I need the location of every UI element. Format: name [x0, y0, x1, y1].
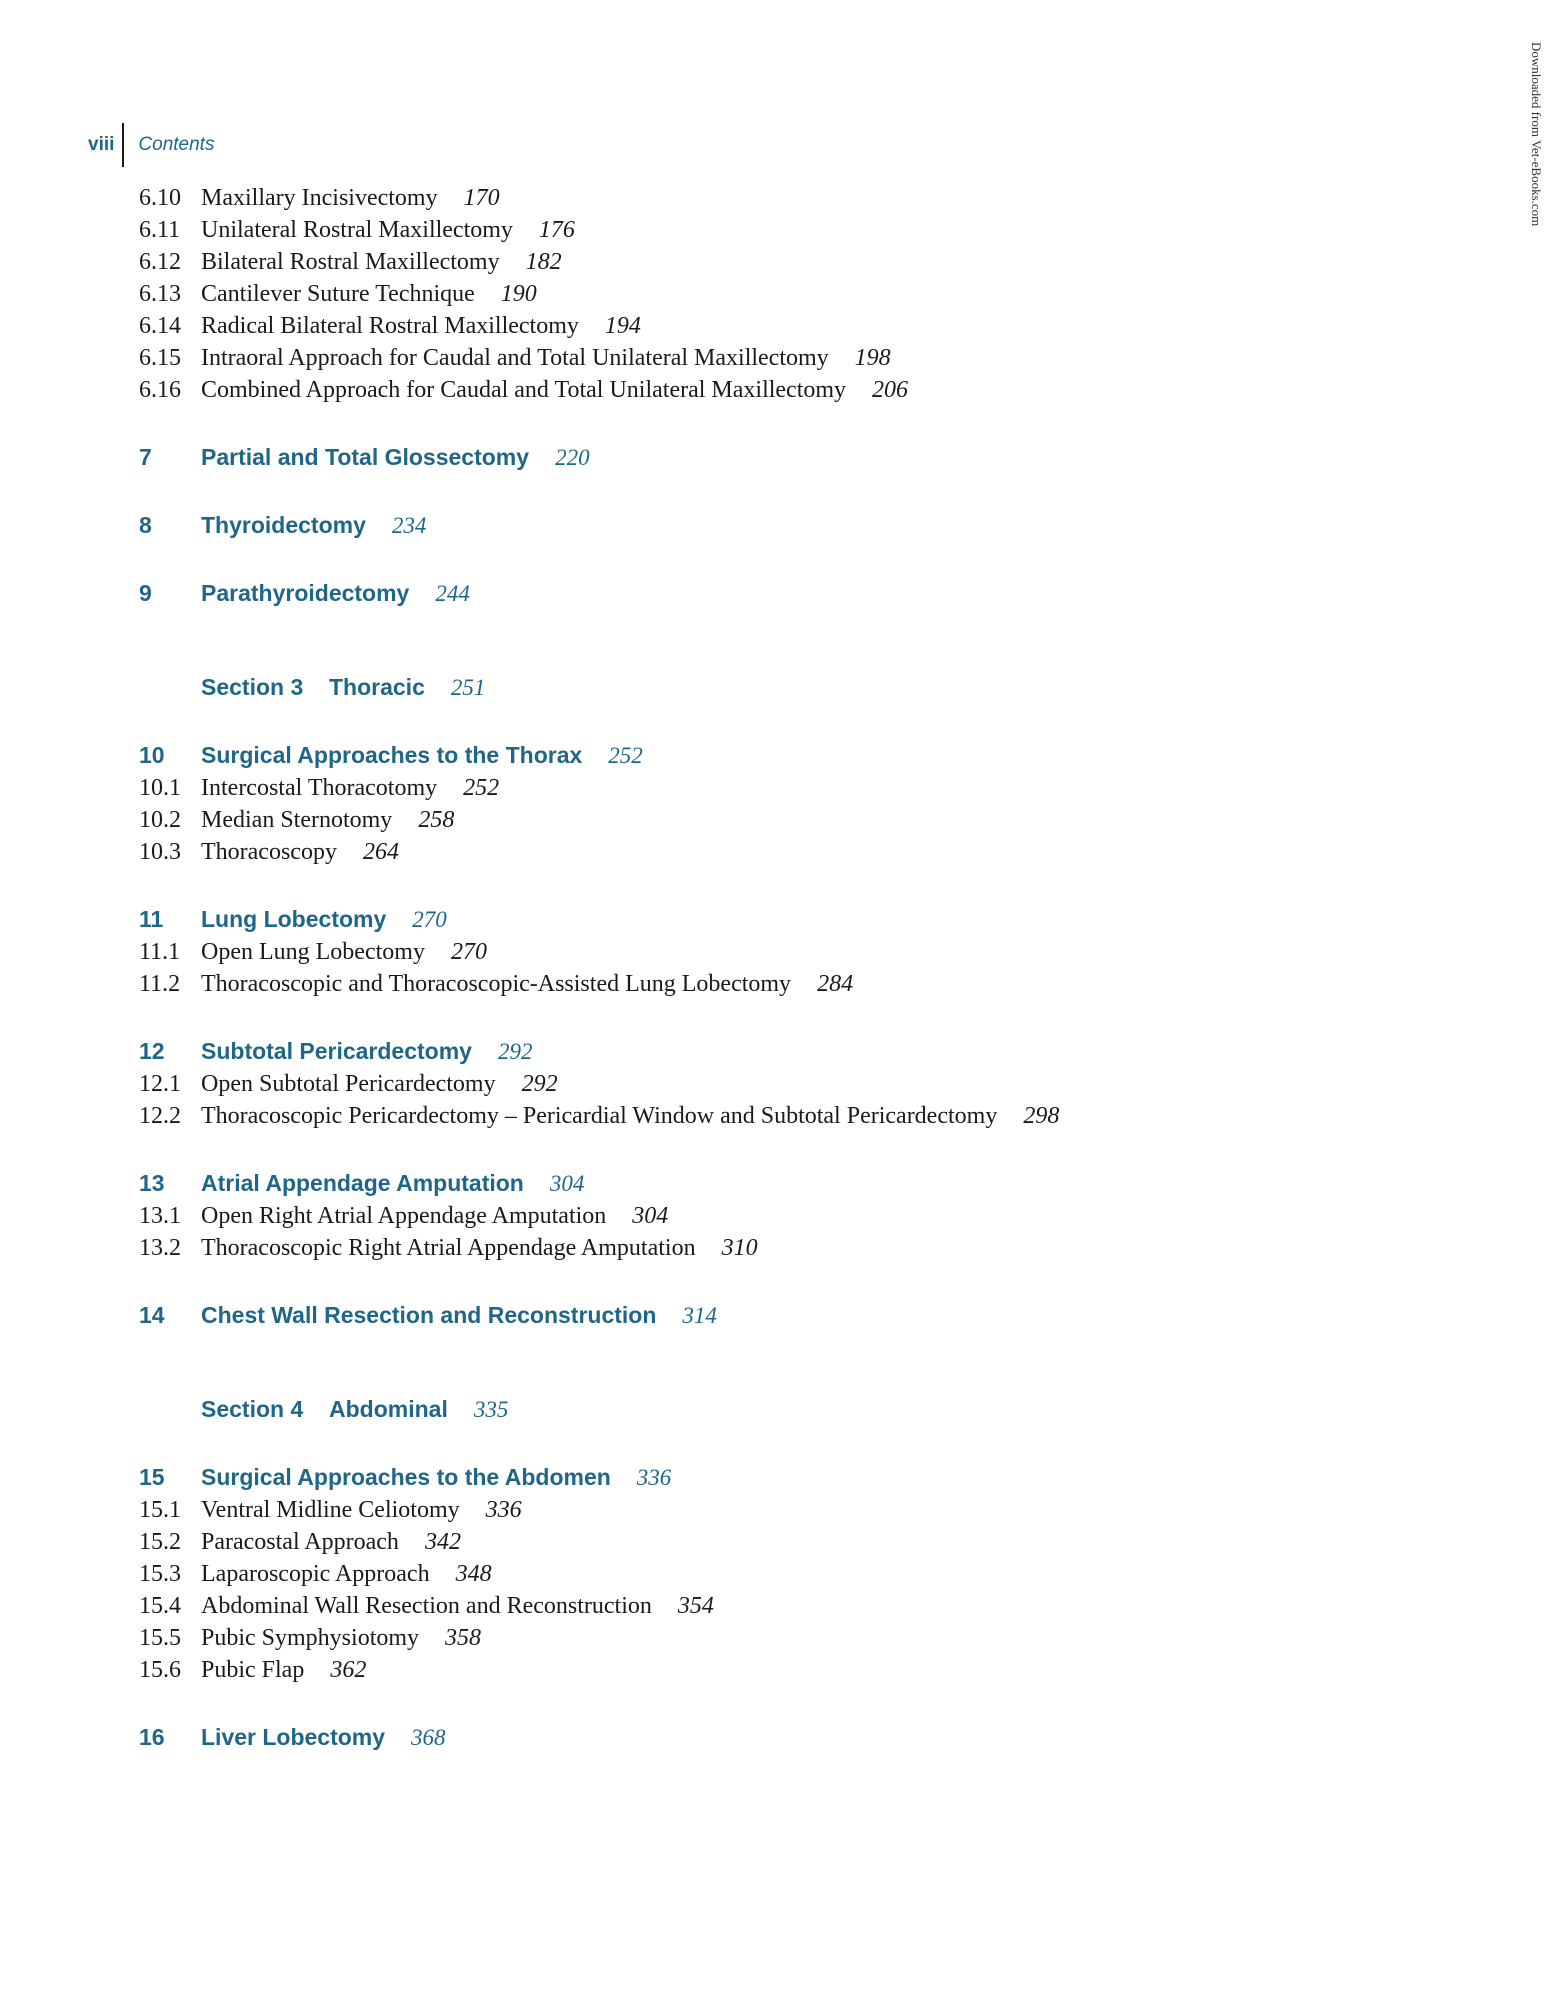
toc-chapter-8[interactable]: 8 Thyroidectomy 234 [139, 512, 427, 538]
table-of-contents [139, 182, 1439, 1754]
toc-entry-11-1[interactable]: 11.1 Open Lung Lobectomy 270 [139, 939, 487, 965]
toc-section-4[interactable]: Section 4 Abdominal 335 [201, 1396, 509, 1422]
toc-chapter-16[interactable]: 16 Liver Lobectomy 368 [139, 1724, 446, 1750]
toc-entry-12-2[interactable]: 12.2 Thoracoscopic Pericardectomy – Pericardial Window and Subtotal Pericardectomy 298 [139, 1103, 1060, 1129]
toc-entry-6-16[interactable]: 6.16 Combined Approach for Caudal and Total Unilateral Maxillectomy 206 [139, 377, 909, 403]
toc-entry-6-10[interactable]: 6.10 Maxillary Incisivectomy 170 [139, 185, 500, 211]
toc-entry-15-3[interactable]: 15.3 Laparoscopic Approach 348 [139, 1561, 492, 1587]
toc-entry-6-12[interactable]: 6.12 Bilateral Rostral Maxillectomy 182 [139, 249, 562, 275]
toc-chapter-15[interactable]: 15 Surgical Approaches to the Abdomen 336 [139, 1464, 672, 1490]
toc-entry-12-1[interactable]: 12.1 Open Subtotal Pericardectomy 292 [139, 1071, 558, 1097]
toc-chapter-14[interactable]: 14 Chest Wall Resection and Reconstruction 314 [139, 1302, 717, 1328]
toc-entry-15-2[interactable]: 15.2 Paracostal Approach 342 [139, 1529, 461, 1555]
toc-section-3[interactable]: Section 3 Thoracic 251 [201, 674, 486, 700]
toc-chapter-12[interactable]: 12 Subtotal Pericardectomy 292 [139, 1038, 533, 1064]
toc-entry-15-1[interactable]: 15.1 Ventral Midline Celiotomy 336 [139, 1497, 522, 1523]
toc-chapter-10[interactable]: 10 Surgical Approaches to the Thorax 252 [139, 742, 643, 768]
toc-entry-6-15[interactable]: 6.15 Intraoral Approach for Caudal and Total Unilateral Maxillectomy 198 [139, 345, 891, 371]
toc-entry-13-1[interactable]: 13.1 Open Right Atrial Appendage Amputation 304 [139, 1203, 669, 1229]
page-number: viii [88, 134, 115, 155]
toc-chapter-9[interactable]: 9 Parathyroidectomy 244 [139, 580, 470, 606]
toc-chapter-7[interactable]: 7 Partial and Total Glossectomy 220 [139, 444, 590, 470]
toc-entry-15-6[interactable]: 15.6 Pubic Flap 362 [139, 1657, 367, 1683]
running-title: Contents [138, 134, 215, 155]
download-note: Downloaded from Vet-eBooks.com [1529, 42, 1544, 227]
toc-entry-10-2[interactable]: 10.2 Median Sternotomy 258 [139, 807, 455, 833]
toc-entry-11-2[interactable]: 11.2 Thoracoscopic and Thoracoscopic-Assisted Lung Lobectomy 284 [139, 971, 854, 997]
toc-entry-10-3[interactable]: 10.3 Thoracoscopy 264 [139, 839, 399, 865]
toc-entry-15-5[interactable]: 15.5 Pubic Symphysiotomy 358 [139, 1625, 482, 1651]
toc-entry-13-2[interactable]: 13.2 Thoracoscopic Right Atrial Appendage Amputation 310 [139, 1235, 758, 1261]
toc-chapter-13[interactable]: 13 Atrial Appendage Amputation 304 [139, 1170, 585, 1196]
toc-entry-6-14[interactable]: 6.14 Radical Bilateral Rostral Maxillectomy 194 [139, 313, 641, 339]
toc-chapter-11[interactable]: 11 Lung Lobectomy 270 [139, 906, 447, 932]
toc-entry-6-11[interactable]: 6.11 Unilateral Rostral Maxillectomy 176 [139, 217, 575, 243]
page-header [88, 124, 214, 166]
toc-entry-6-13[interactable]: 6.13 Cantilever Suture Technique 190 [139, 281, 537, 307]
toc-entry-10-1[interactable]: 10.1 Intercostal Thoracotomy 252 [139, 775, 500, 801]
toc-entry-15-4[interactable]: 15.4 Abdominal Wall Resection and Reconstruction 354 [139, 1593, 714, 1619]
